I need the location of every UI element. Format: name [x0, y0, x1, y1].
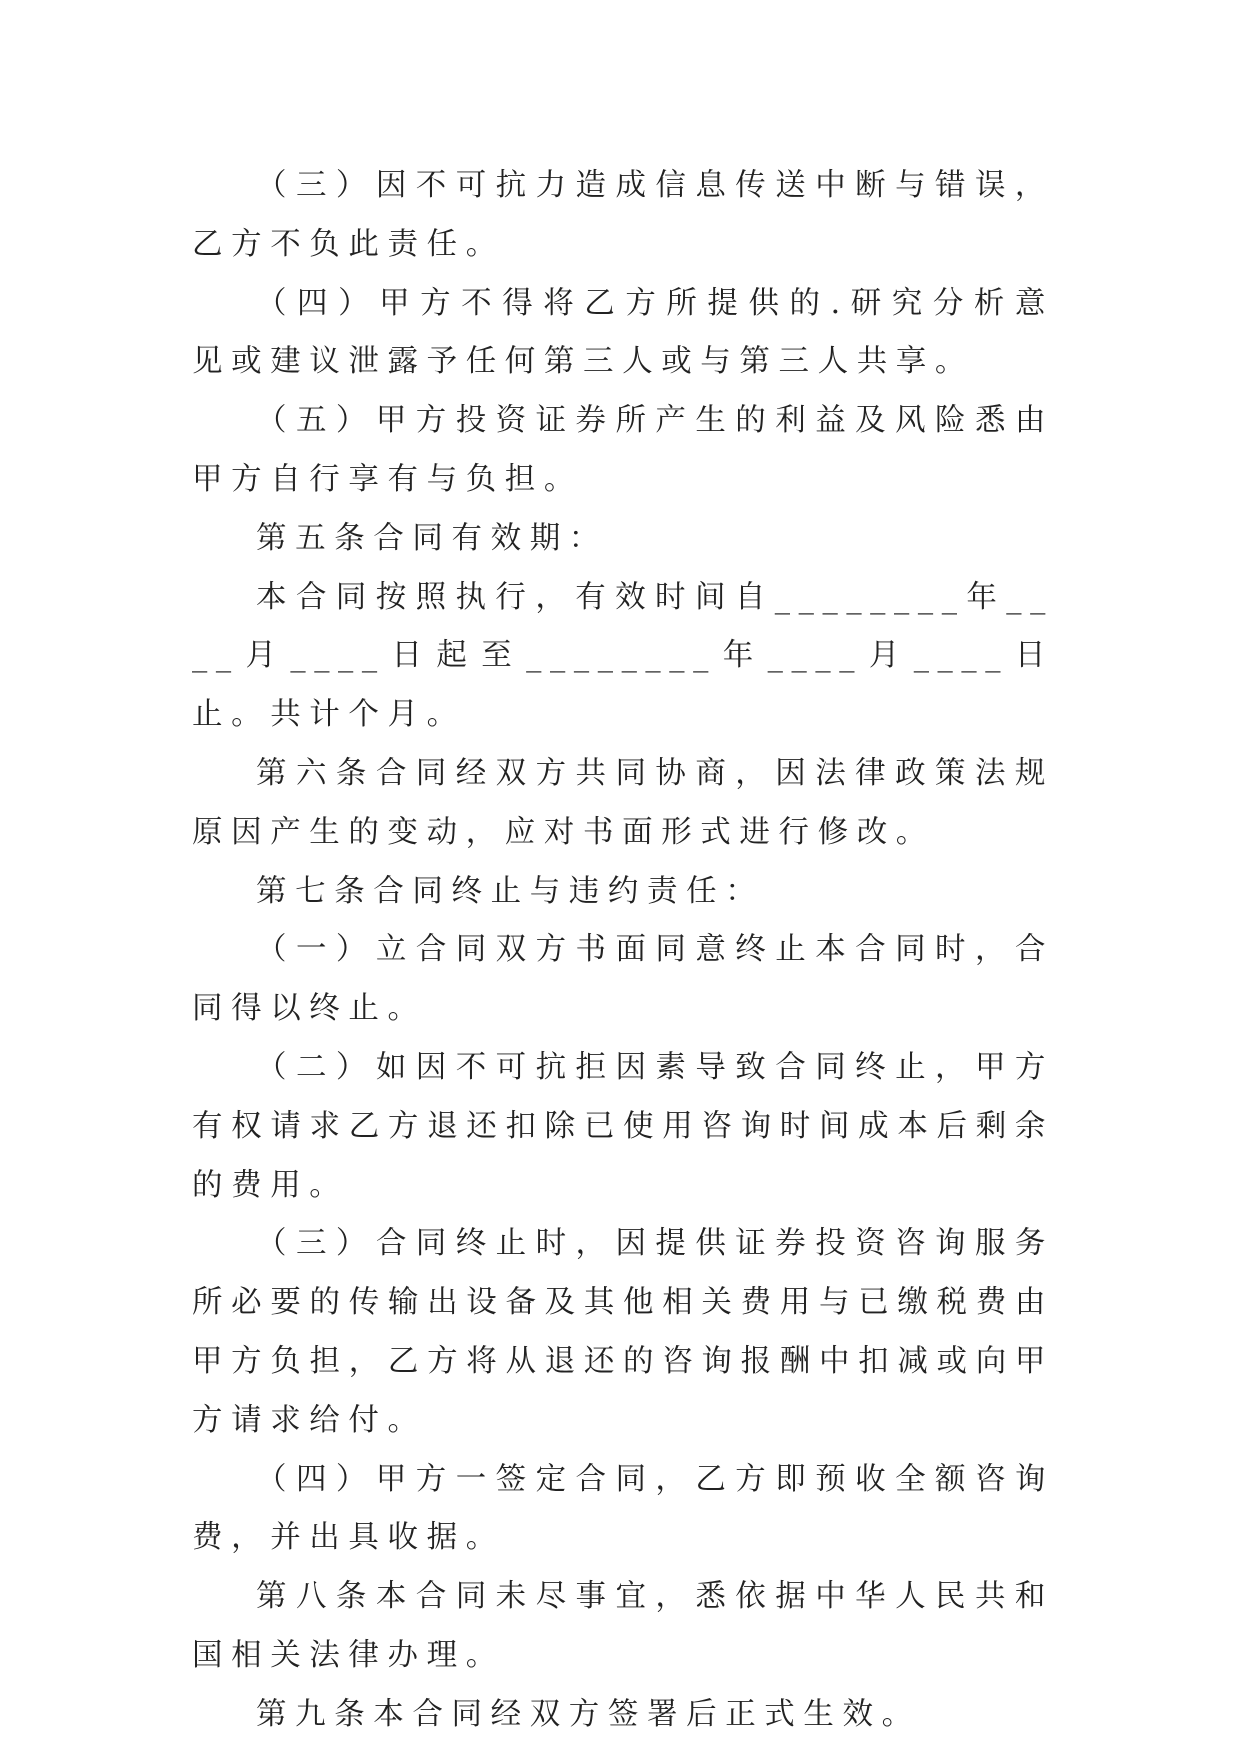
clause-paragraph: （四）甲方不得将乙方所提供的.研究分析意见或建议泄露予任何第三人或与第三人共享。 [192, 285, 1054, 380]
article-heading: 第七条合同终止与违约责任： [256, 873, 765, 909]
document-body [192, 157, 1054, 1745]
article-paragraph: 第八条本合同未尽事宜，悉依据中华人民共和国相关法律办理。 [192, 1579, 1054, 1673]
clause-paragraph: （二）如因不可抗拒因素导致合同终止，甲方有权请求乙方退还扣除已使用咨询时间成本后剩余的费用。 [192, 1049, 1054, 1203]
validity-period-paragraph: 本合同按照执行，有效时间自________年____月____日起至________年____月____日止。共计个月。 [192, 579, 1054, 733]
article-paragraph: 第六条合同经双方共同协商，因法律政策法规原因产生的变动，应对书面形式进行修改。 [192, 755, 1054, 850]
clause-paragraph: （三）因不可抗力造成信息传送中断与错误，乙方不负此责任。 [192, 168, 1054, 262]
clause-paragraph: （三）合同终止时，因提供证券投资咨询服务所必要的传输出设备及其他相关费用与已缴税费由甲方负担，乙方将从退还的咨询报酬中扣减或向甲方请求给付。 [192, 1226, 1054, 1438]
clause-paragraph: （四）甲方一签定合同，乙方即预收全额咨询费，并出具收据。 [192, 1461, 1054, 1556]
article-heading: 第五条合同有效期： [256, 520, 608, 556]
article-paragraph: 第九条本合同经双方签署后正式生效。 [256, 1696, 921, 1732]
clause-paragraph: （五）甲方投资证券所产生的利益及风险悉由甲方自行享有与负担。 [192, 403, 1054, 497]
clause-paragraph: （一）立合同双方书面同意终止本合同时，合同得以终止。 [192, 932, 1054, 1027]
